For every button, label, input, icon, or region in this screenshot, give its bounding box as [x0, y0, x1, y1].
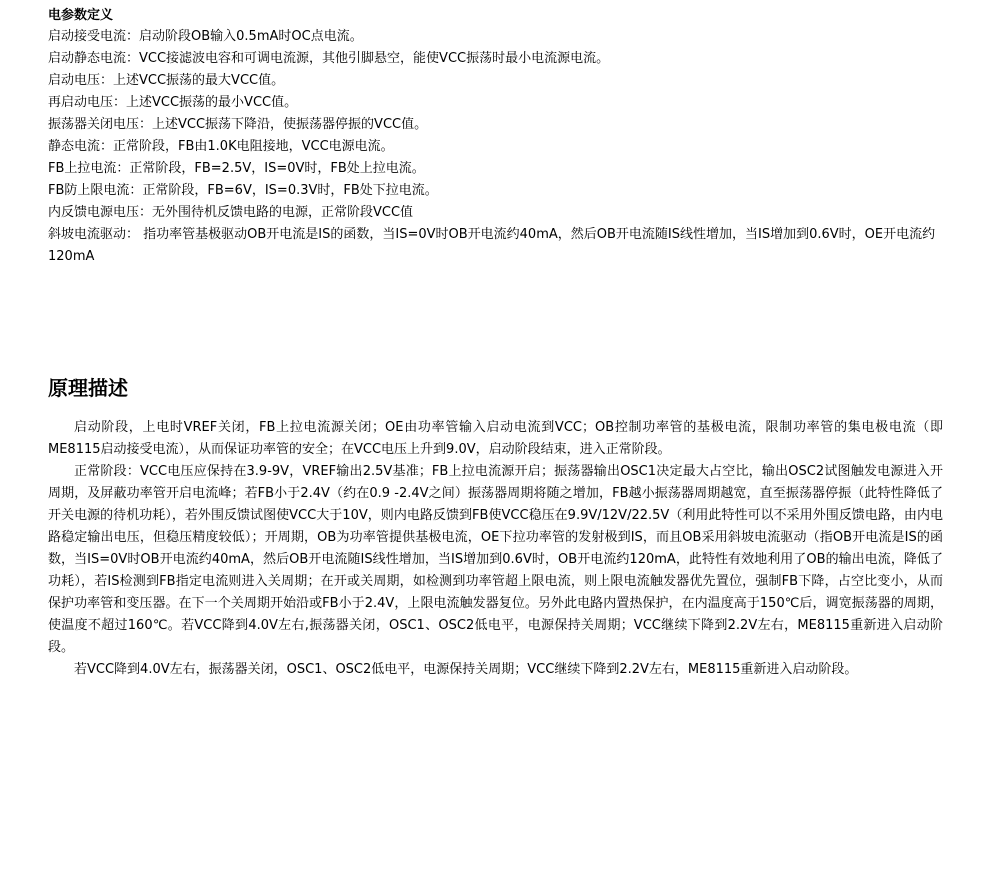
principle-paragraph-normal: 正常阶段：VCC电压应保持在3.9-9V，VREF输出2.5V基准；FB上拉电流源开启；振荡器输出OSC1决定最大占空比，输出OSC2试图触发电源进入开周期，及屏蔽功率管开启电流峰；若FB小于2.4V（约在0.9 -2.4V之间）振荡器周期将随之增加，FB越小振荡器周期越宽，直至振荡器停振（此特性降低了开关电源的待机功耗），若外围反馈试图使VCC大于10V，则内电路反馈到FB使VCC稳压在9.9V/12V/22.5V（利用此特性可以不采用外围反馈电路，由内电路稳定输出电压，但稳压精度较低）；开周期，OB为功率管提供基极电流，OE下拉功率管的发射极到IS，而且OB采用斜坡电流驱动（指OB开电流是IS的函数，当IS=0V时OB开电流约40mA，然后OB开电流随IS线性增加，当IS增加到0.6V时，OB开电流约120mA，此特性有效地利用了OB的输出电流，降低了功耗），若IS检测到FB指定电流则进入关周期；在开或关周期，如检测到功率管超上限电流，则上限电流触发器优先置位，强制FB下降，占空比变小，从而保护功率管和变压器。在下一个关周期开始沿或FB小于2.4V，上限电流触发器复位。另外此电路内置热保护，在内温度高于150℃后，调宽振荡器的周期，使温度不超过160℃。若VCC降到4.0V左右,振荡器关闭，OSC1、OSC2低电平，电源保持关周期；VCC继续下降到2.2V左右，ME8115重新进入启动阶段。	[48, 464, 943, 655]
definition-internal-feedback-voltage: 内反馈电源电压：无外围待机反馈电路的电源，正常阶段VCC值	[48, 205, 414, 220]
definition-start-voltage: 启动电压：上述VCC振荡的最大VCC值。	[48, 73, 285, 88]
principle-paragraph-shutdown: 若VCC降到4.0V左右，振荡器关闭，OSC1、OSC2低电平，电源保持关周期；VCC继续下降到2.2V左右，ME8115重新进入启动阶段。	[74, 662, 858, 677]
principle-heading: 原理描述	[48, 376, 128, 400]
definition-ramp-current-drive: 斜坡电流驱动： 指功率管基极驱动OB开电流是IS的函数，当IS=0V时OB开电流约40mA，然后OB开电流随IS线性增加，当IS增加到0.6V时，OE开电流约120mA	[48, 227, 936, 264]
principle-paragraph-startup: 启动阶段，上电时VREF关闭，FB上拉电流源关闭；OE由功率管输入启动电流到VCC；OB控制功率管的基极电流，限制功率管的集电极电流（即ME8115启动接受电流），从而保证功率管的安全；在VCC电压上升到9.0V，启动阶段结束，进入正常阶段。	[48, 420, 943, 457]
definitions-list	[48, 26, 948, 268]
definition-start-accept-current: 启动接受电流：启动阶段OB输入0.5mA时OC点电流。	[48, 29, 363, 44]
definition-oscillator-off-voltage: 振荡器关闭电压：上述VCC振荡下降沿，使振荡器停振的VCC值。	[48, 117, 428, 132]
definition-fb-limit-current: FB防上限电流：正常阶段，FB=6V，IS=0.3V时，FB处下拉电流。	[48, 183, 438, 198]
definition-restart-voltage: 再启动电压：上述VCC振荡的最小VCC值。	[48, 95, 298, 110]
definition-start-static-current: 启动静态电流：VCC接滤波电容和可调电流源，其他引脚悬空，能使VCC振荡时最小电流源电流。	[48, 51, 610, 66]
definition-static-current: 静态电流：正常阶段，FB由1.0K电阻接地，VCC电源电流。	[48, 139, 394, 154]
document-page	[48, 6, 948, 677]
definition-fb-pullup-current: FB上拉电流：正常阶段，FB=2.5V，IS=0V时，FB处上拉电流。	[48, 161, 425, 176]
principle-body	[48, 417, 943, 681]
definitions-heading: 电参数定义	[48, 8, 114, 23]
